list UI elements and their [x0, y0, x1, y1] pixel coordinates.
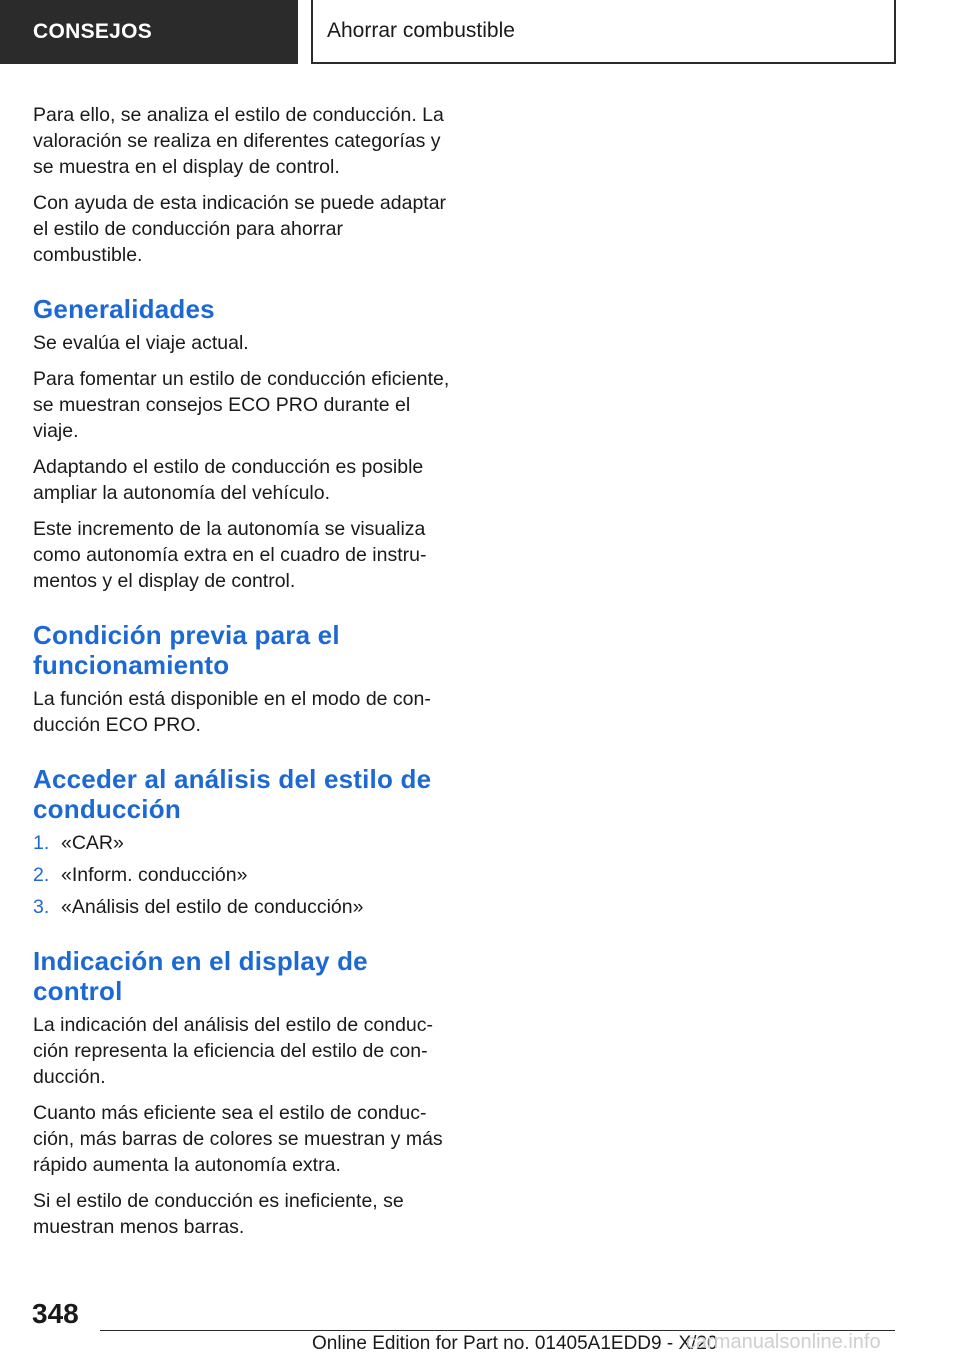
step-text: «Análisis del estilo de conducción» — [61, 896, 364, 918]
paragraph: La indicación del análisis del estilo de conducción representa la eficiencia del estilo de conducción. — [33, 1014, 434, 1088]
intro-paragraph: Con ayuda de esta indicación se puede adaptar el estilo de conducción para ahorrar combustible. — [33, 192, 447, 266]
step-text: «Inform. conducción» — [61, 864, 248, 886]
intro-paragraph: Para ello, se analiza el estilo de conducción. La valoración se realiza en diferentes categorías y se muestra en el display de control. — [33, 104, 444, 178]
footer-edition: Online Edition for Part no. 01405A1EDD9 - X/20 — [312, 1333, 718, 1354]
chapter-tab: Ahorrar combustible — [311, 0, 896, 64]
page-content — [33, 102, 453, 1250]
step-number: 1. — [33, 832, 50, 854]
footer-watermark: carmanualsonline.info — [686, 1331, 881, 1353]
step-number: 2. — [33, 864, 50, 886]
heading-condicion: Condición previa para el funcionamiento — [33, 620, 340, 680]
step-item — [33, 862, 453, 888]
paragraph: Se evalúa el viaje actual. — [33, 332, 249, 354]
page-number: 348 — [32, 1298, 79, 1329]
step-number: 3. — [33, 896, 50, 918]
heading-generalidades: Generalidades — [33, 294, 215, 324]
steps-list — [33, 830, 453, 920]
page-header — [0, 0, 960, 66]
paragraph: Si el estilo de conducción es ineficiente, se muestran menos barras. — [33, 1190, 404, 1238]
step-item — [33, 894, 453, 920]
paragraph: Adaptando el estilo de conducción es posible ampliar la autonomía del vehículo. — [33, 456, 424, 504]
paragraph: Cuanto más eficiente sea el estilo de conducción, más barras de colores se muestran y más rápido aumenta la autonomía extra. — [33, 1102, 443, 1176]
paragraph: La función está disponible en el modo de conducción ECO PRO. — [33, 688, 431, 736]
paragraph: Para fomentar un estilo de conducción eficiente, se muestran consejos ECO PRO durante el viaje. — [33, 368, 450, 442]
heading-indicacion: Indicación en el display de control — [33, 946, 368, 1006]
section-tab: CONSEJOS — [0, 0, 298, 64]
step-item — [33, 830, 453, 856]
heading-acceder: Acceder al análisis del estilo de conducción — [33, 764, 432, 824]
paragraph: Este incremento de la autonomía se visualiza como autonomía extra en el cuadro de instrumentos y el display de control. — [33, 518, 427, 592]
step-text: «CAR» — [61, 832, 124, 854]
